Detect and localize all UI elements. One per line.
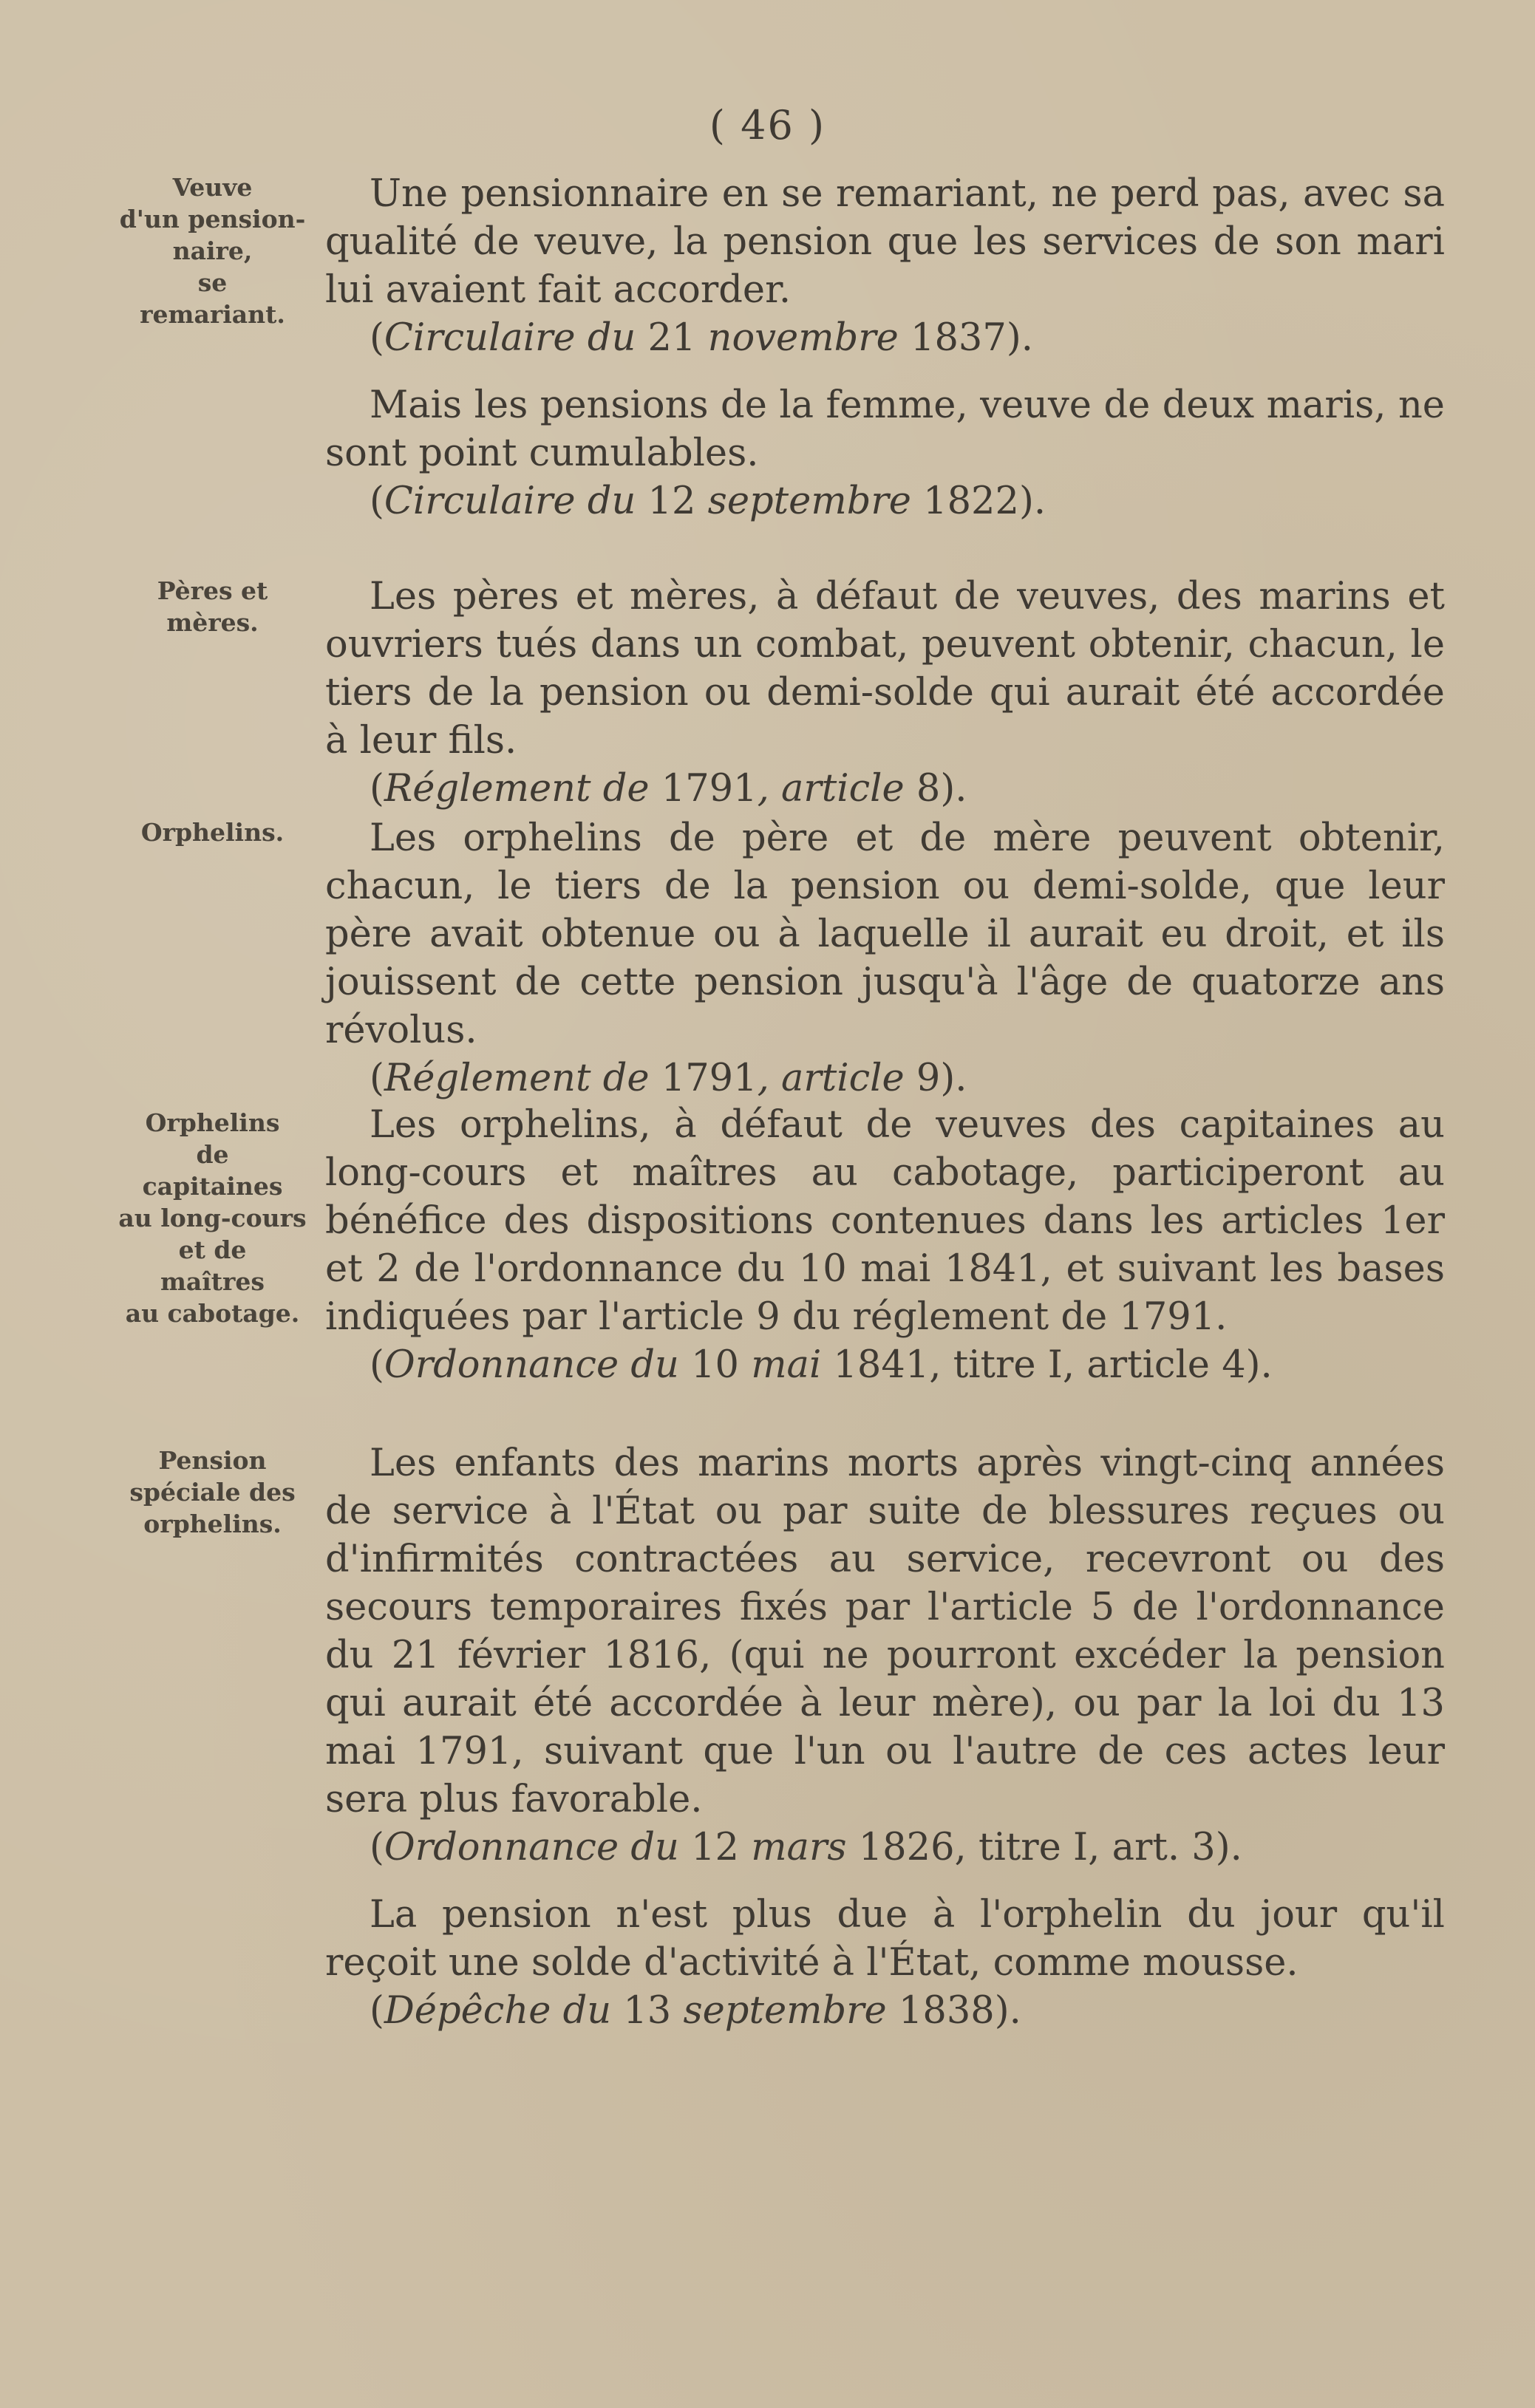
paragraph: Les pères et mères, à défaut de veuves, des marins et ouvriers tués dans un combat, peuvent obtenir, chacun, le tiers de la pension ou demi-solde qui aurait été accordée à leur fils. — [325, 575, 1445, 763]
paragraph: Une pensionnaire en se remariant, ne perd pas, avec sa qualité de veuve, la pension que les services de son mari lui avaient fait accorder. — [325, 172, 1445, 312]
section-capitaines — [325, 1101, 1445, 1389]
section-orphelins — [325, 814, 1445, 1102]
citation: (Réglement de 1791, article 8). — [370, 767, 967, 811]
margin-note-veuve: Veuve d'un pension- naire, se remariant. — [119, 173, 306, 329]
margin-note-peres: Pères et mères. — [157, 576, 268, 637]
paragraph: Les orphelins de père et de mère peuvent obtenir, chacun, le tiers de la pension ou demi-solde, que leur père avait obtenue ou à laquelle il aurait eu droit, et ils jouissent de cette pension jusqu'à l'âge de quatorze ans révolus. — [325, 816, 1445, 1052]
citation: (Réglement de 1791, article 9). — [370, 1057, 967, 1100]
section-peres — [325, 573, 1445, 813]
paragraph: Mais les pensions de la femme, veuve de deux maris, ne sont point cumulables. — [325, 383, 1445, 475]
margin-note-capitaines: Orphelins de capitaines au long-cours et de maîtres au cabotage. — [118, 1108, 307, 1328]
paragraph: La pension n'est plus due à l'orphelin du jour qu'il reçoit une solde d'activité à l'État, comme mousse. — [325, 1893, 1445, 1985]
citation: (Circulaire du 21 novembre 1837). — [370, 316, 1033, 360]
margin-note-orphelins: Orphelins. — [140, 818, 285, 847]
citation: (Ordonnance du 12 mars 1826, titre I, art. 3). — [370, 1826, 1242, 1869]
citation: (Circulaire du 12 septembre 1822). — [370, 480, 1046, 523]
citation: (Dépêche du 13 septembre 1838). — [370, 1989, 1021, 2033]
paragraph: Les orphelins, à défaut de veuves des capitaines au long-cours et maîtres au cabotage, participeront au bénéfice des dispositions contenues dans les articles 1er et 2 de l'ordonnance du 10 mai 1841, et suivant les bases indiquées par l'article 9 du réglement de 1791. — [325, 1103, 1445, 1339]
section-veuve — [325, 170, 1445, 525]
paragraph: Les enfants des marins morts après vingt-cinq années de service à l'État ou par suite de blessures reçues ou d'infirmités contractées au service, recevront ou des secours temporaires fixés par l'article 5 de l'ordonnance du 21 février 1816, (qui ne pourront excéder la pension qui aurait été accordée à leur mère), ou par la loi du 13 mai 1791, suivant que l'un ou l'autre de ces actes leur sera plus favorable. — [325, 1442, 1445, 1821]
citation: (Ordonnance du 10 mai 1841, titre I, article 4). — [370, 1343, 1273, 1387]
section-pension-speciale — [325, 1439, 1445, 2035]
margin-note-pension-speciale: Pension spéciale des orphelins. — [129, 1446, 296, 1538]
page-number: ( 46 ) — [709, 102, 826, 149]
